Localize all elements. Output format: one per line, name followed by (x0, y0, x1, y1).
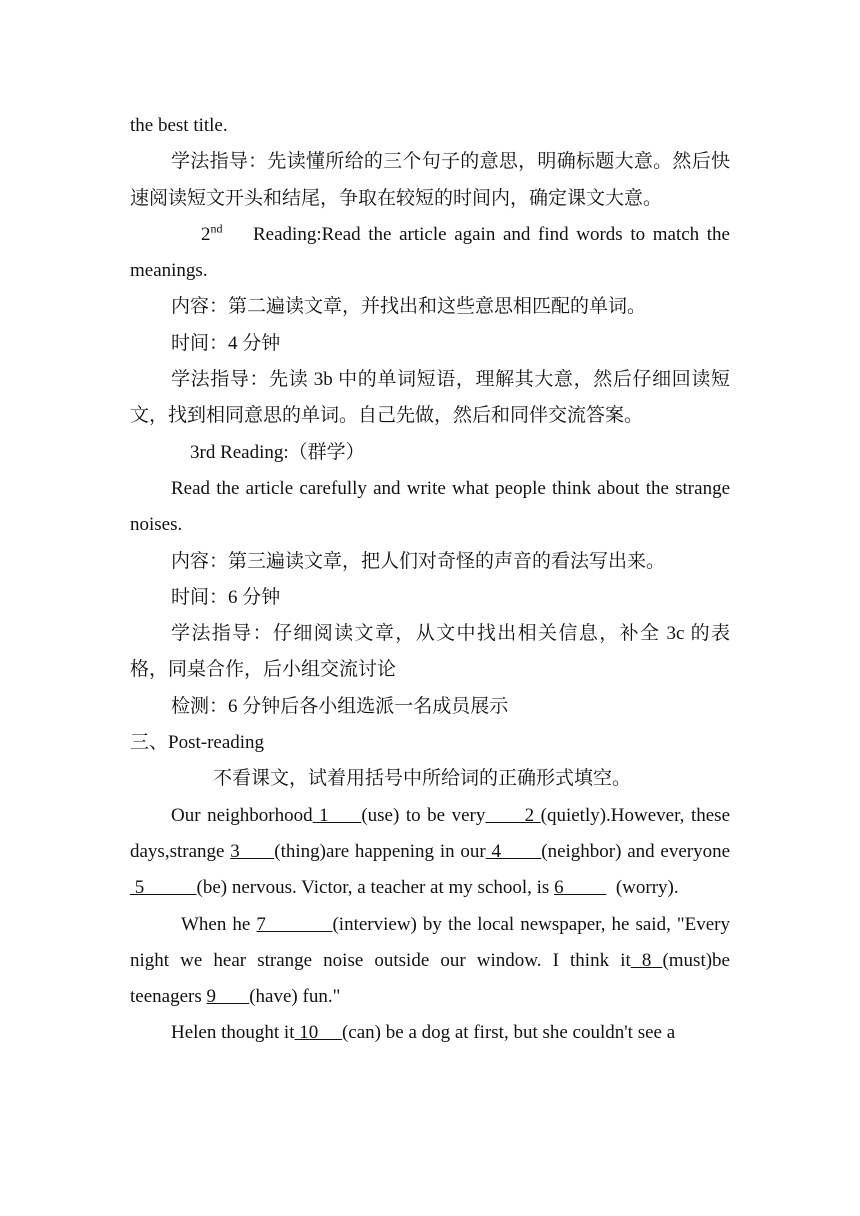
section-heading: 三、Post-reading (130, 732, 265, 754)
exercise-text: (can) be a dog at first, but she couldn't see a (341, 1022, 676, 1044)
exercise-text: (worry). (606, 877, 679, 899)
content-line: 内容：第三遍读文章，把人们对奇怪的声音的看法写出来。 (171, 550, 666, 572)
document-page (130, 108, 735, 1052)
exercise-text: (must)be teenagers (130, 949, 730, 1008)
blank-1: 1 (312, 804, 362, 826)
exercise-text: (have) fun." (249, 986, 341, 1008)
text-line: the best title. (130, 115, 228, 136)
study-guide-paragraph: 学法指导：先读 3b 中的单词短语，理解其大意，然后仔细回读短文，找到相同意思的单词。自己先做，然后和同伴交流答案。 (130, 369, 730, 427)
exercise-text: Our neighborhood (171, 804, 313, 826)
blank-8: 8 (630, 949, 663, 971)
third-reading-instruction: Read the article carefully and write what people think about the strange noises. (130, 477, 730, 536)
exercise-paragraph (130, 1015, 730, 1051)
blank-3: 3 (230, 840, 275, 862)
exercise-text: Helen thought it (171, 1022, 295, 1044)
second-reading-heading (130, 217, 735, 290)
exercise-text: (thing)are happening in our (274, 840, 486, 862)
exercise-instruction: 不看课文，试着用括号中所给词的正确形式填空。 (213, 768, 632, 790)
exercise-text: (use) to be very (361, 804, 486, 826)
blank-9: 9 (206, 986, 250, 1008)
exercise-text: (be) nervous. Victor, a teacher at my school, is (196, 877, 555, 899)
exercise-text: When he (181, 913, 257, 935)
exercise-text: (neighbor) and everyone (541, 840, 731, 862)
blank-7: 7 (256, 913, 333, 935)
exercise-text: (quietly).However, these days,strange (130, 804, 730, 862)
blank-4: 4 (485, 840, 542, 862)
ordinal-suffix: nd (210, 221, 223, 236)
content-line: 内容：第二遍读文章，并找出和这些意思相匹配的单词。 (171, 296, 647, 318)
time-line: 时间：4 分钟 (171, 332, 281, 354)
blank-2: 2 (485, 804, 541, 826)
blank-5: 5 (130, 877, 197, 899)
third-reading-heading: 3rd Reading:（群学） (190, 441, 365, 463)
exercise-text: (interview) by the local newspaper, he said, "Every night we hear strange noise outside our window. I think it (130, 913, 731, 971)
exercise-paragraph (130, 907, 730, 1016)
blank-6: 6 (554, 877, 607, 899)
study-guide-paragraph: 学法指导：仔细阅读文章，从文中找出相关信息，补全 3c 的表格，同桌合作，后小组交流讨论 (130, 623, 730, 681)
second-reading-text: Reading:Read the article again and find words to match the meanings. (130, 223, 735, 282)
blank-10: 10 (294, 1022, 342, 1044)
check-line: 检测：6 分钟后各小组选派一名成员展示 (171, 695, 509, 717)
study-guide-paragraph: 学法指导：先读懂所给的三个句子的意思，明确标题大意。然后快速阅读短文开头和结尾，争取在较短的时间内，确定课文大意。 (130, 151, 730, 209)
ordinal-number: 2 (201, 223, 211, 245)
exercise-paragraph (130, 798, 730, 907)
time-line: 时间：6 分钟 (171, 586, 281, 608)
